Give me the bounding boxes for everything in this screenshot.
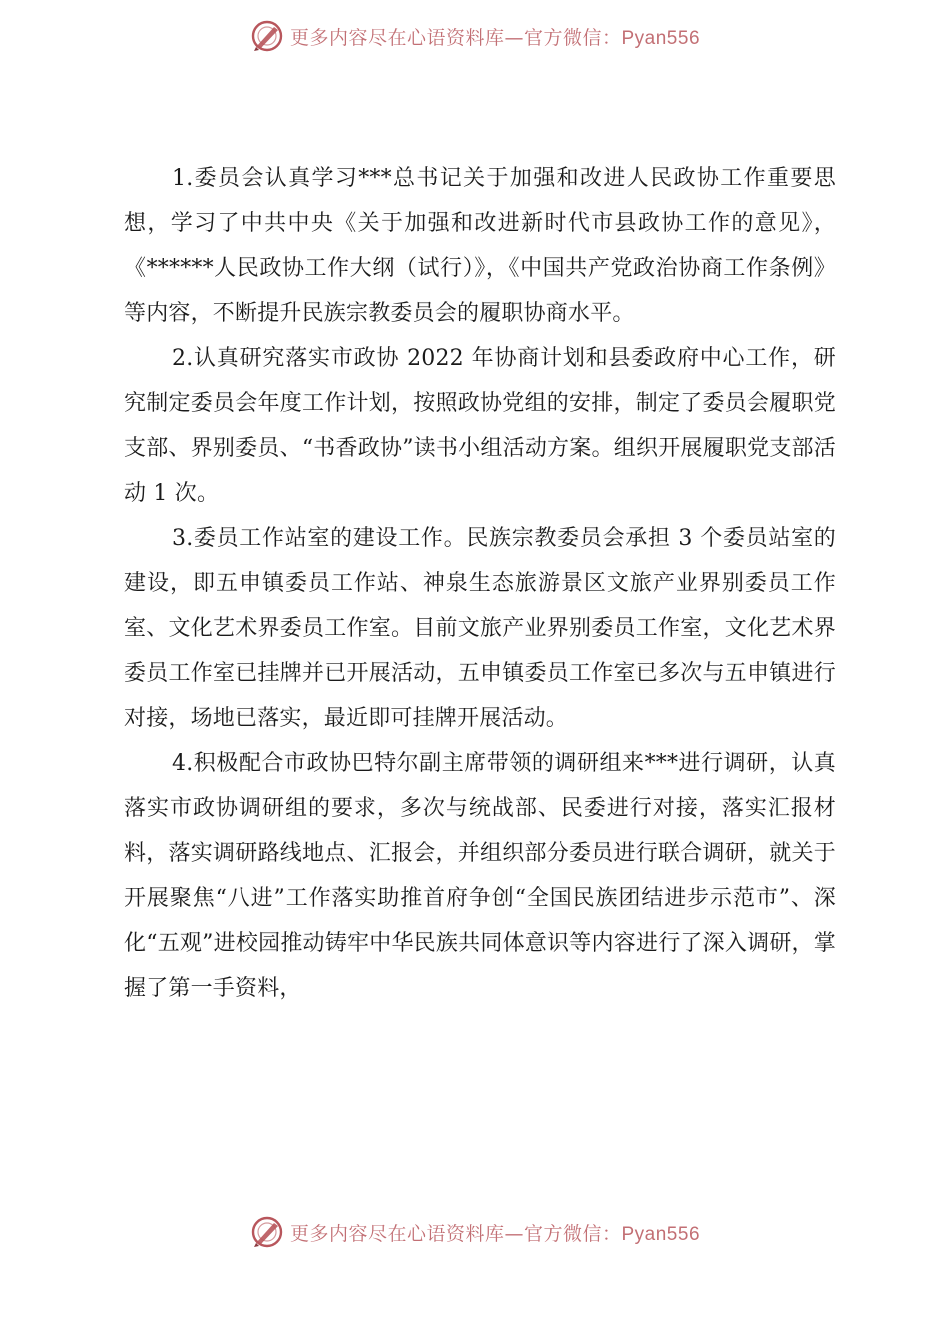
pen-circle-logo-icon [250, 19, 284, 53]
paragraph-4: 4.积极配合市政协巴特尔副主席带领的调研组来***进行调研，认真落实市政协调研组的要求，多次与统战部、民委进行对接，落实汇报材料，落实调研路线地点、汇报会，并组织部分委员进行联合调研，就关于开展聚焦“八进”工作落实助推首府争创“全国民族团结进步示范市”、深化“五观”进校园推动铸牢中华民族共同体意识等内容进行了深入调研，掌握了第一手资料， [124, 751, 836, 1001]
document-body [124, 156, 836, 1011]
footer-watermark [0, 1212, 950, 1252]
pen-circle-logo-icon [250, 1215, 284, 1249]
paragraph-2: 2.认真研究落实市政协 2022 年协商计划和县委政府中心工作，研究制定委员会年度工作计划，按照政协党组的安排，制定了委员会履职党支部、界别委员、“书香政协”读书小组活动方案。组织开展履职党支部活动 1 次。 [124, 346, 836, 506]
paragraph-1: 1.委员会认真学习***总书记关于加强和改进人民政协工作重要思想，学习了中共中央《关于加强和改进新时代市县政协工作的意见》，《******人民政协工作大纲（试行）》，《中国共产党政治协商工作条例》等内容，不断提升民族宗教委员会的履职协商水平。 [124, 166, 836, 326]
paragraph-3: 3.委员工作站室的建设工作。民族宗教委员会承担 3 个委员站室的建设，即五申镇委员工作站、神泉生态旅游景区文旅产业界别委员工作室、文化艺术界委员工作室。目前文旅产业界别委员工作室，文化艺术界委员工作室已挂牌并已开展活动，五申镇委员工作室已多次与五申镇进行对接，场地已落实，最近即可挂牌开展活动。 [124, 526, 836, 731]
watermark-wechat-id: Pyan556 [621, 27, 701, 49]
header-watermark [0, 16, 950, 56]
watermark-text: 更多内容尽在心语资料库—官方微信：Pyan556 [289, 1222, 701, 1245]
watermark-wechat-id: Pyan556 [621, 1223, 701, 1245]
watermark-text: 更多内容尽在心语资料库—官方微信：Pyan556 [289, 26, 701, 49]
